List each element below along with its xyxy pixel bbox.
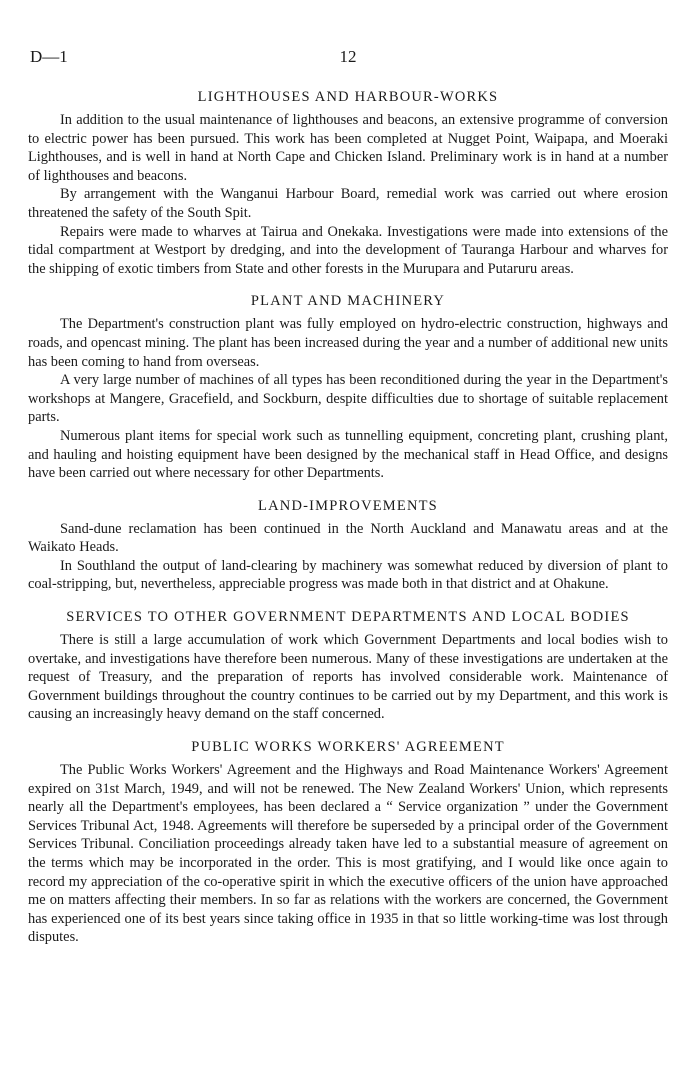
section-plant-machinery — [28, 293, 668, 482]
paragraph: By arrangement with the Wanganui Harbour Board, remedial work was carried out where erosion threatened the safety of the South Spit. — [28, 186, 668, 221]
section-lighthouses-harbour-works — [28, 89, 668, 278]
section-land-improvements — [28, 498, 668, 594]
paragraph: The Department's construction plant was fully employed on hydro-electric construction, highways and roads, and opencast mining. The plant has been increased during the year and a number of additional new units has been coming to hand from overseas. — [28, 316, 668, 370]
section-heading: PLANT AND MACHINERY — [250, 293, 446, 310]
section-services-other-departments — [28, 609, 668, 724]
paragraph: A very large number of machines of all types has been reconditioned during the year in the Department's workshops at Mangere, Gracefield, and Sockburn, despite difficulties due to shortage of suitable replacement parts. — [28, 372, 668, 426]
paragraph: Numerous plant items for special work such as tunnelling equipment, concreting plant, crushing plant, and hauling and hoisting equipment have been designed by the mechanical staff in Head Office, and designs have been carried out where necessary for other Departments. — [28, 427, 668, 482]
page-number: 12 — [339, 47, 357, 66]
paragraph: Sand-dune reclamation has been continued in the North Auckland and Manawatu areas and at the Waikato Heads. — [28, 520, 668, 556]
section-heading: SERVICES TO OTHER GOVERNMENT DEPARTMENTS AND LOCAL BODIES — [66, 609, 630, 626]
page-header — [28, 44, 668, 74]
section-heading: PUBLIC WORKS WORKERS' AGREEMENT — [191, 739, 505, 756]
paragraph: In Southland the output of land-clearing by machinery was somewhat reduced by diversion of plant to coal-stripping, but, nevertheless, appreciable progress was made both in that district and at Ohakune. — [28, 557, 668, 593]
document-page — [28, 44, 668, 947]
section-workers-agreement — [28, 739, 668, 947]
section-heading: LAND-IMPROVEMENTS — [258, 497, 438, 514]
paragraph: In addition to the usual maintenance of lighthouses and beacons, an extensive programme of conversion to electric power has been pursued. This work has been completed at Nugget Point, Waipapa, and Moeraki Lighthouses, and is well in hand at North Cape and Chicken Island. Preliminary work is in hand at a number of lighthouses and beacons. — [28, 112, 668, 184]
section-heading: LIGHTHOUSES AND HARBOUR-WORKS — [197, 89, 499, 105]
paragraph: Repairs were made to wharves at Tairua and Onekaka. Investigations were made into extensions of the tidal compartment at Westport by dredging, and into the development of Tauranga Harbour and wharves for the shipping of exotic timbers from State and other forests in the Murupara and Putaruru areas. — [28, 223, 668, 277]
paragraph: The Public Works Workers' Agreement and the Highways and Road Maintenance Workers' Agreement expired on 31st March, 1949, and will not be renewed. The New Zealand Workers' Union, which represents nearly all the Department's employees, has been declared a “ Service organization ” under the Government Services Tribunal Act, 1948. Agreements will therefore be superseded by a principal order of the Government Services Tribunal. Conciliation proceedings already taken have led to a substantial measure of agreement on the terms which may be incorporated in the order. This is most gratifying, and I would like once again to record my appreciation of the co-operative spirit in which the executive officers of the union have approached me on matters affecting their members. In so far as relations with the workers are concerned, the Government has experienced one of its best years since taking office in 1935 in that so little working-time was lost through disputes. — [28, 762, 668, 946]
document-reference: D—1 — [30, 47, 68, 66]
paragraph: There is still a large accumulation of work which Government Departments and local bodies wish to overtake, and investigations have therefore been numerous. Many of these investigations are undertaken at the request of Treasury, and the preparation of reports has involved considerable work. Maintenance of Government buildings throughout the country continues to be carried out by my Department, and this work is causing an increasingly heavy demand on the staff concerned. — [28, 632, 668, 723]
